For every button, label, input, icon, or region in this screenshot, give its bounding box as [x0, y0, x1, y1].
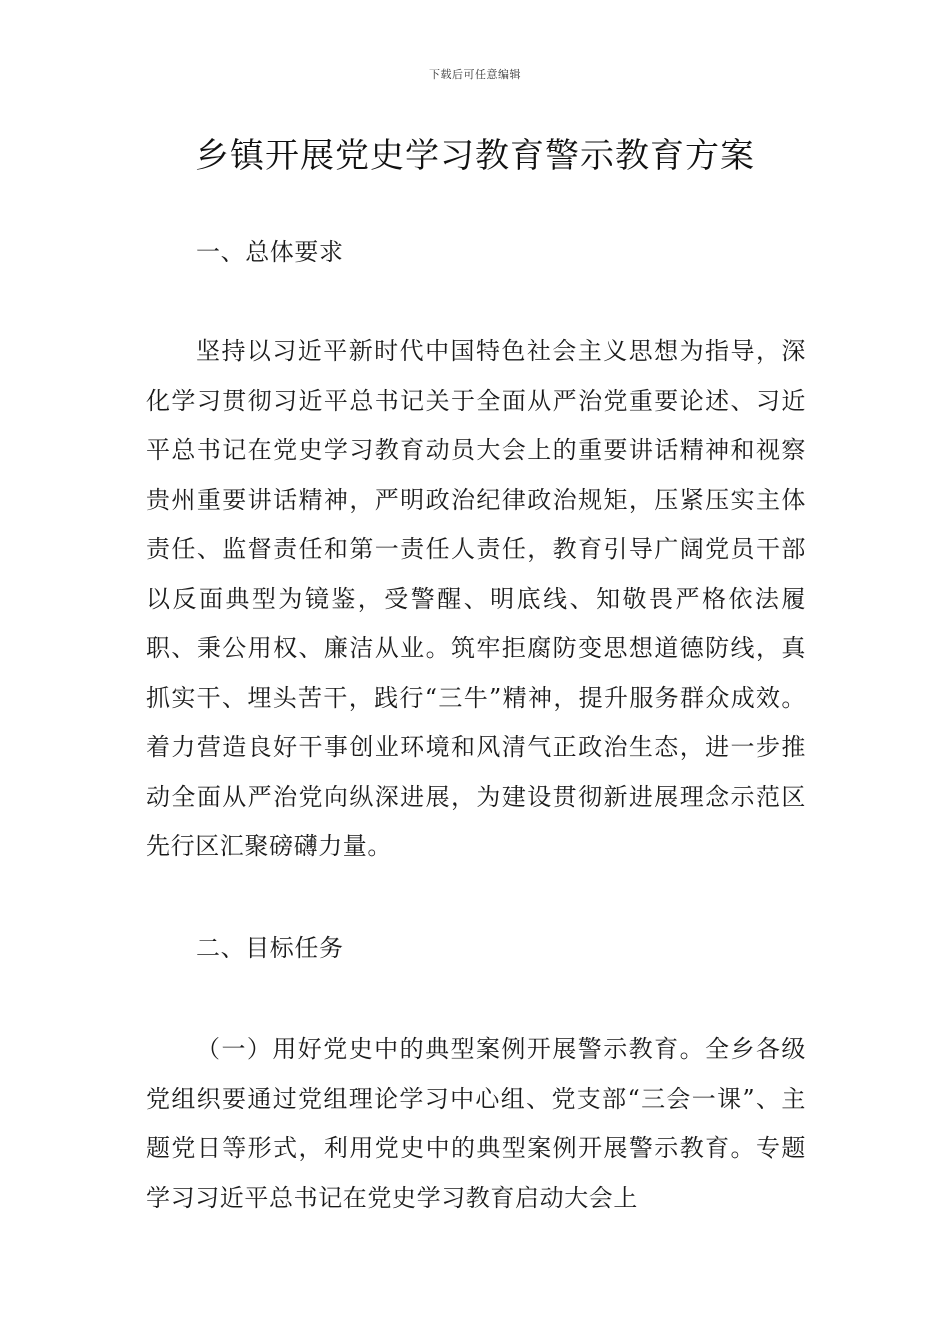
- section-heading-general-requirements: 一、总体要求: [196, 238, 344, 266]
- document-title: 乡镇开展党史学习教育警示教育方案: [195, 136, 755, 176]
- section-heading-goals-tasks: 二、目标任务: [196, 934, 344, 962]
- paragraph-text: 坚持以习近平新时代中国特色社会主义思想为指导，深化学习贯彻习近平总书记关于全面从严治党重要论述、习近平总书记在党史学习教育动员大会上的重要讲话精神和视察贵州重要讲话精神，严明政治纪律政治规矩，压紧压实主体责任、监督责任和第一责任人责任，教育引导广阔党员干部以反面典型为镜鉴，受警醒、明底线、知敬畏严格依法履职、秉公用权、廉洁从业。筑牢拒腐防变思想道德防线，真抓实干、埋头苦干，践行“三牛”精神，提升服务群众成效。着力营造良好干事创业环境和风清气正政治生态，进一步推动全面从严治党向纵深进展，为建设贯彻新进展理念示范区先行区汇聚磅礴力量。: [146, 337, 806, 860]
- section-paragraph-general-requirements: [146, 327, 806, 872]
- header-note: 下载后可任意编辑: [429, 68, 521, 81]
- section-paragraph-goals-tasks: [146, 1025, 806, 1223]
- paragraph-text: （一）用好党史中的典型案例开展警示教育。全乡各级党组织要通过党组理论学习中心组、党支部“三会一课”、主题党日等形式，利用党史中的典型案例开展警示教育。专题学习习近平总书记在党史学习教育启动大会上: [146, 1035, 806, 1212]
